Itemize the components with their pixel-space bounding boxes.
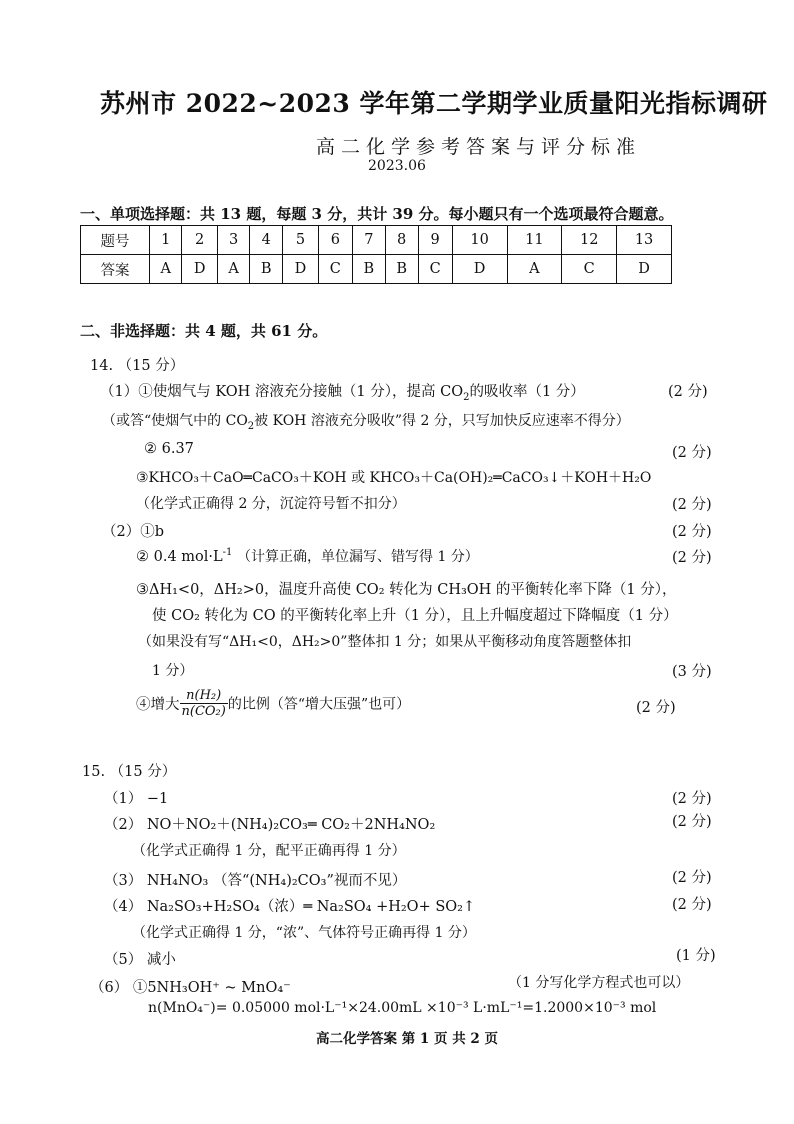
question-number-cell: 12 (562, 226, 617, 255)
answer-cell: D (452, 255, 507, 284)
question-number-cell: 2 (182, 226, 218, 255)
question-number-cell: 7 (352, 226, 385, 255)
answer-cell: B (250, 255, 283, 284)
q14-1-2: ② 6.37 (144, 441, 194, 457)
q14-2-2: ② 0.4 $mol\cdot L^{-1}$ （计算正确，单位漏写、错写得 1 分） (136, 547, 479, 565)
q15-6: （6） ①5NH₃OH⁺ ~ MnO₄⁻ (90, 980, 291, 996)
question-number-cell: 9 (418, 226, 452, 255)
q15-2-score: (2 分) (672, 814, 712, 830)
q15-1-score: (2 分) (672, 791, 712, 807)
question-number-cell: 13 (617, 226, 672, 255)
table-row (81, 226, 672, 255)
q14-2-3-score: (3 分) (672, 664, 712, 680)
row-label-number: 题号 (81, 226, 150, 255)
ratio-fraction: $\frac{\text{n(H₂)}}{\text{n(CO₂)}}$ (181, 688, 226, 719)
q14-2-3-line2: 使 CO₂ 转化为 CO 的平衡转化率上升（1 分），且上升幅度超过下降幅度（1 分） (152, 608, 678, 624)
q15-5-score: (1 分) (676, 948, 716, 964)
q14-1-1-score: (2 分) (668, 384, 708, 400)
answer-cell: D (283, 255, 319, 284)
q14-title: 14. （15 分） (90, 358, 185, 374)
question-number-cell: 3 (217, 226, 249, 255)
q15-2-note: （化学式正确得 1 分，配平正确再得 1 分） (132, 843, 406, 859)
question-number-cell: 11 (507, 226, 562, 255)
q14-2-4: ④增大 $\frac{\text{n(H₂)}}{\text{n(CO₂)}}$ 的比例（答“增大压强”也可） (136, 688, 411, 719)
q14-2-1: （2）①b (102, 524, 165, 540)
q15-6-note: （1 分写化学方程式也可以） (508, 975, 690, 991)
q14-1-1: （1）①使烟气与 KOH 溶液充分接触（1 分），提高 $CO_2$的吸收率（1 分） (100, 384, 585, 403)
answer-table (80, 225, 672, 284)
q14-2-3-note2: 1 分） (152, 663, 194, 679)
page-footer: 高二化学答案 第 1 页 共 2 页 (316, 1031, 498, 1047)
q15-4-score: (2 分) (672, 897, 712, 913)
q14-1-3-score: (2 分) (672, 497, 712, 513)
answer-cell: A (150, 255, 182, 284)
q14-2-3-line1: ③ΔH₁<0，ΔH₂>0，温度升高使 CO₂ 转化为 CH₃OH 的平衡转化率下降（1 分）， (136, 582, 677, 598)
q14-2-3-note1: （如果没有写“ΔH₁<0，ΔH₂>0”整体扣 1 分；如果从平衡移动角度答题整体扣 (138, 634, 632, 650)
q15-2: （2） NO＋NO₂＋(NH₄)₂CO₃═ CO₂＋2NH₄NO₂ (104, 817, 436, 833)
answer-cell: B (385, 255, 418, 284)
q15-6-calc: n(MnO₄⁻)= 0.05000 mol·L⁻¹×24.00mL ×10⁻³ L·mL⁻¹=1.2000×10⁻³ mol (148, 1000, 657, 1016)
answer-cell: B (352, 255, 385, 284)
answer-cell: D (182, 255, 218, 284)
answer-cell: A (217, 255, 249, 284)
q14-2-4-score: (2 分) (636, 700, 676, 716)
page-date: 2023.06 (368, 158, 426, 174)
answer-cell: D (617, 255, 672, 284)
q15-5: （5） 减小 (104, 952, 176, 968)
q14-1-3-note: （化学式正确得 2 分，沉淀符号暂不扣分） (136, 496, 406, 512)
table-row (81, 255, 672, 284)
answer-cell: C (562, 255, 617, 284)
q14-1-1-note: （或答“使烟气中的 $CO_2$被 KOH 溶液充分吸收”得 2 分，只写加快反应速率不得分） (102, 413, 630, 432)
row-label-answer: 答案 (81, 255, 150, 284)
q15-3-score: (2 分) (672, 870, 712, 886)
q14-1-3: ③KHCO₃＋CaO═CaCO₃＋KOH 或 KHCO₃＋Ca(OH)₂═CaCO₃↓＋KOH＋H₂O (136, 470, 652, 486)
question-number-cell: 4 (250, 226, 283, 255)
q15-4-note: （化学式正确得 1 分，“浓”、气体符号正确再得 1 分） (132, 925, 476, 941)
q15-4: （4） Na₂SO₃+H₂SO₄（浓）═ Na₂SO₄ +H₂O+ SO₂↑ (104, 899, 476, 915)
q14-2-2-score: (2 分) (672, 550, 712, 566)
answer-cell: A (507, 255, 562, 284)
question-number-cell: 5 (283, 226, 319, 255)
section2-heading: 二、非选择题：共 4 题，共 61 分。 (80, 322, 328, 340)
q14-1-2-score: (2 分) (672, 445, 712, 461)
page-title: 苏州市 2022~2023 学年第二学期学业质量阳光指标调研 (100, 89, 768, 118)
question-number-cell: 10 (452, 226, 507, 255)
question-number-cell: 1 (150, 226, 182, 255)
page-subtitle: 高二化学参考答案与评分标准 (316, 136, 642, 158)
answer-cell: C (418, 255, 452, 284)
q15-3: （3） NH₄NO₃ （答“(NH₄)₂CO₃”视而不见） (104, 873, 407, 889)
q15-1: （1） −1 (104, 791, 169, 807)
question-number-cell: 8 (385, 226, 418, 255)
q15-title: 15. （15 分） (82, 764, 177, 780)
question-number-cell: 6 (318, 226, 352, 255)
section1-heading: 一、单项选择题：共 13 题，每题 3 分，共计 39 分。每小题只有一个选项最符合题意。 (80, 205, 674, 223)
answer-cell: C (318, 255, 352, 284)
q14-2-1-score: (2 分) (672, 524, 712, 540)
